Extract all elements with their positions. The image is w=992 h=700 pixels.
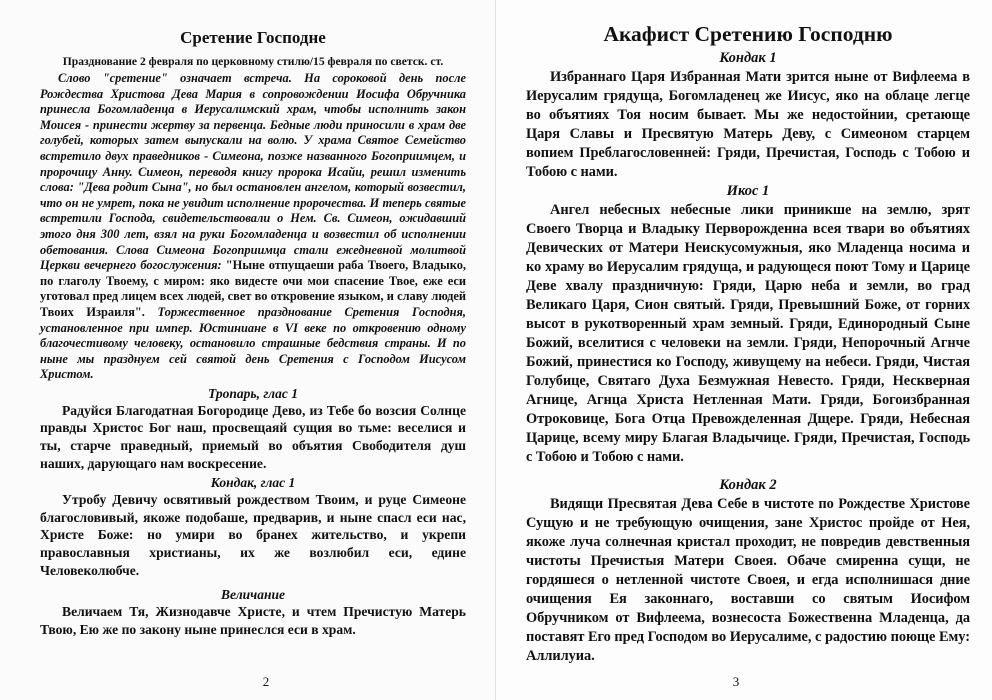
intro-paragraph: [40, 71, 466, 383]
kontakion-2-heading: Кондак 2: [719, 477, 777, 493]
troparion-heading: Тропарь, глас 1: [208, 385, 298, 401]
ikos-1-text: Ангел небесных небесные лики приникше на землю, зрят Своего Творца и Владыку Перворожденна всея твари во объятиях Девических от Матери Неискусомужныя, яко Младенца носима и ко храму во Иерусалим грядуща, и радующеся поют Тому и Царице Деве хвалу праздничную: Гряди, Царю неба и земли, во град Великаго Царя, Сион святый. Гряди, Превышний Боже, от горних высот в рукотворенный храм земный. Гряди, Единородный Сыне Божий, вселитися с человеки на земли. Гряди, Непорочный Агнче Божий, принестися ко Господу, живущему на небеси. Гряди, Чистая Голубице, Святаго Духа Безмужная Невесто. Гряди, Нескверная Агнице, Агнца Христа Нетленная Мати. Гряди, Богоизбранная Отроковице, Бога Отца Превожделенная Дщере. Гряди, Небесная Царице, всему миру Благая Владычице. Гряди, Пречистая, Господь с Тобою и Тобою с нами.: [526, 202, 970, 465]
right-page: [496, 0, 992, 700]
kontakion-2-text: Видящи Пресвятая Дева Себе в чистоте по Рождестве Христове Сущую и не требующую очищения, зане Христос пройде от Нея, якоже луча солнечная кристал проходит, не повредив девственныя чистоты Пречистыя Матери Своея. Обаче смиренна сущи, не гордяшеся о нетленной чистоте Своея, и егда исполнишася дние очищения Ея законнаго, воставши со святым Иосифом Обручником от Вифлеема, вознесоста Божественна Младенца, да поставят Его пред Господом во Иерусалиме, с радостию поюще Ему: Аллилуиа.: [526, 496, 970, 664]
kontakion-heading: Кондак, глас 1: [210, 475, 296, 491]
magnification-heading: Величание: [221, 587, 285, 603]
page-title: Сретение Господне: [180, 28, 326, 47]
feast-date-subtitle: Празднование 2 февраля по церковному стилю/15 февраля по светск. ст.: [62, 55, 444, 68]
kontakion-text: Утробу Девичу освятивый рождеством Твоим, и руце Симеоне благословивый, якоже подобаше, предварив, и ныне спасл еси нас, Христе Боже: но умири во бранех жительство, и укрепи православныя христианы, их же возлюбил еси, едине Человеколюбче.: [40, 492, 466, 578]
page-number: 2: [262, 674, 270, 689]
intro-quote: "Ныне отпущаеши раба Твоего, Владыко, по глаголу Твоему, с миром: яко видесте очи мои спасение Твое, еже еси уготовал пред лицем всех людей, свет во откровение языком, и славу людей Твоих Израиля".: [40, 258, 466, 319]
kontakion-1-text: Избраннаго Царя Избранная Мати зрится ныне от Вифлеема в Иерусалим грядуща, Богомладенец же Иисус, яко на облаце легце во объятиях Тоя носим бывает. Мы же недостойнии, сретающе Царя Славы и Пресвятую Матерь Деву, с Симеоном старцем вопием Преблагословенней: Гряди, Пречистая, Господь с Тобою и Тобою с нами.: [526, 69, 970, 180]
section-gap: [526, 467, 970, 476]
kontakion-1-heading: Кондак 1: [719, 50, 777, 66]
magnification-text: Величаем Тя, Жизнодавче Христе, и чтем Пречистую Матерь Твою, Ею же по закону ныне принеслся еси в храм.: [40, 604, 466, 637]
akathist-title: Акафист Сретению Господню: [603, 22, 893, 46]
intro-text-part2: Торжественное празднование Сретения Господня, установленное при импер. Юстиниане в VI веке по откровению одному благочестивому человеку, остановило страшные бедствия страны. И по ныне мы празднуем сей святой день Сретения с Господом Иисусом Христом.: [40, 304, 466, 382]
ikos-1-heading: Икос 1: [726, 183, 770, 199]
page-number: 3: [732, 674, 740, 689]
troparion-text: Радуйся Благодатная Богородице Дево, из Тебе бо возсия Солнце правды Христос Бог наш, просвещаяй сущия во тьме: веселися и ты, старче праведный, приемый во объятия Свободителя душ наших, дарующаго нам воскресение.: [40, 402, 466, 471]
intro-text-part1: Слово "сретение" означает встреча. На сороковой день после Рождества Христова Дева Мария в сопровождении Иосифа Обручника принесла Богомладенца в Иерусалимский храм, чтобы исполнить закон Моисея - принести жертву за первенца. Бедные люди приносили в храм две голубей, которых затем выпускали на волю. У храма Святое Семейство встретило двух праведников - Симеона, позже названного Богоприимцем, и пророчицу Анну. Симеон, переводя книгу пророка Исайи, решил изменить слова: "Дева родит Сына", но был остановлен ангелом, который возвестил, что он не умрет, пока не увидит исполнение пророчества. И теперь святые встретили Господа, свидетельствовали о Нем. Св. Симеон, ожидавший этого дня 300 лет, взял на руки Богомладенца и возвестил об исполнении обетования. Слова Симеона Богоприимца стали ежедневной молитвой Церкви вечернего богослужения:: [40, 71, 466, 273]
